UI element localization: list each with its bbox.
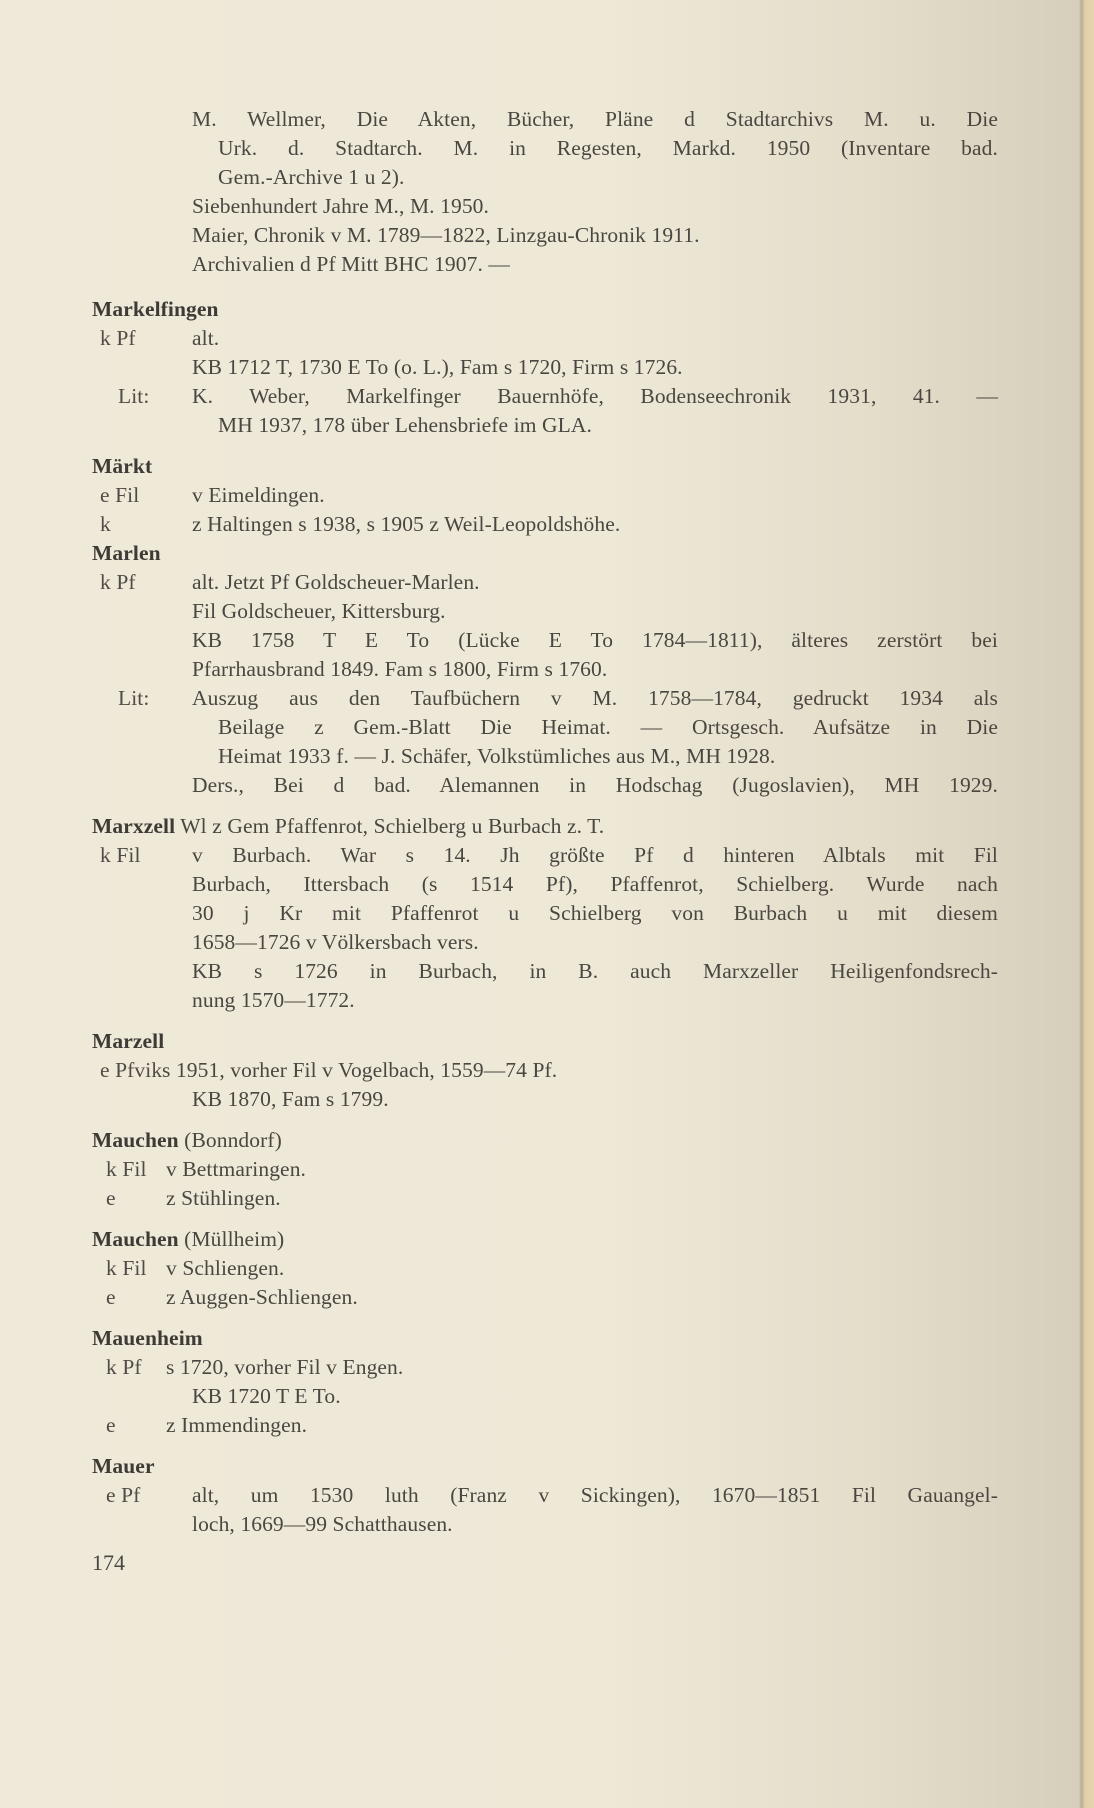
entry-heading [92, 812, 604, 840]
entry-text: Pfarrhausbrand 1849. Fam s 1800, Firm s 1760. [192, 657, 608, 681]
page-number: 174 [92, 1550, 125, 1575]
reference-line: Siebenhundert Jahre M., M. 1950. [192, 194, 489, 218]
place-qualifier: (Müllheim) [178, 1227, 285, 1251]
entry-label: e [106, 1413, 116, 1437]
place-qualifier: Wl z Gem Pfaffenrot, Schielberg u Burbach z. T. [175, 814, 605, 838]
entry-heading [92, 452, 152, 480]
entry-text: 1658—1726 v Völkersbach vers. [192, 930, 479, 954]
entry-label: e Fil [100, 483, 140, 507]
entry-text: KB 1720 T E To. [192, 1384, 341, 1408]
place-name: Marxzell [92, 814, 176, 838]
entry-heading [92, 1126, 282, 1154]
place-name: Mauenheim [92, 1326, 203, 1350]
reference-line: Gem.-Archive 1 u 2). [218, 165, 405, 189]
place-qualifier: (Bonndorf) [178, 1128, 282, 1152]
entry-label: e Pfvik [100, 1058, 163, 1082]
reference-line: Archivalien d Pf Mitt BHC 1907. — [192, 252, 511, 276]
reference-line: M. Wellmer, Die Akten, Bücher, Pläne d Stadtarchivs M. u. Die [192, 107, 998, 131]
entry-text: Fil Goldscheuer, Kittersburg. [192, 599, 446, 623]
entry-heading [92, 1452, 155, 1480]
place-name: Markelfingen [92, 297, 219, 321]
entry-text: v Schliengen. [166, 1256, 285, 1280]
entry-label: Lit: [118, 686, 150, 710]
entry-text: 30 j Kr mit Pfaffenrot u Schielberg von Burbach u mit diesem [192, 901, 998, 925]
entry-text: alt, um 1530 luth (Franz v Sickingen), 1670—1851 Fil Gauangel- [192, 1483, 998, 1507]
entry-label: k [100, 512, 111, 536]
entry-text: MH 1937, 178 über Lehensbriefe im GLA. [218, 413, 592, 437]
place-name: Marzell [92, 1029, 165, 1053]
entry-text: v Eimeldingen. [192, 483, 325, 507]
entry-text: Burbach, Ittersbach (s 1514 Pf), Pfaffenrot, Schielberg. Wurde nach [192, 872, 998, 896]
entry-heading [92, 1225, 284, 1253]
entry-text: KB 1712 T, 1730 E To (o. L.), Fam s 1720, Firm s 1726. [192, 355, 683, 379]
entry-text: s 1951, vorher Fil v Vogelbach, 1559—74 Pf. [162, 1058, 558, 1082]
place-name: Märkt [92, 454, 153, 478]
entry-text: nung 1570—1772. [192, 988, 355, 1012]
entry-text: KB 1758 T E To (Lücke E To 1784—1811), älteres zerstört bei [192, 628, 998, 652]
entry-heading [92, 539, 161, 567]
reference-line: Urk. d. Stadtarch. M. in Regesten, Markd. 1950 (Inventare bad. [218, 136, 998, 160]
entry-label: k Pf [106, 1355, 142, 1379]
entry-heading [92, 1324, 203, 1352]
entry-text: loch, 1669—99 Schatthausen. [192, 1512, 453, 1536]
entry-text: z Haltingen s 1938, s 1905 z Weil-Leopoldshöhe. [192, 512, 621, 536]
entry-text: z Stühlingen. [166, 1186, 281, 1210]
entry-text: alt. Jetzt Pf Goldscheuer-Marlen. [192, 570, 480, 594]
entry-text: v Burbach. War s 14. Jh größte Pf d hinteren Albtals mit Fil [192, 843, 998, 867]
entry-label: k Fil [106, 1157, 147, 1181]
entry-label: e Pf [106, 1483, 141, 1507]
entry-heading [92, 1027, 164, 1055]
entry-text: alt. [192, 326, 220, 350]
entry-label: k Pf [100, 570, 136, 594]
entry-text: KB s 1726 in Burbach, in B. auch Marxzeller Heiligenfondsrech- [192, 959, 998, 983]
entry-text: Heimat 1933 f. — J. Schäfer, Volkstümliches aus M., MH 1928. [218, 744, 776, 768]
place-name: Mauchen [92, 1227, 179, 1251]
page-binding-edge [1080, 0, 1083, 1808]
reference-line: Maier, Chronik v M. 1789—1822, Linzgau-Chronik 1911. [192, 223, 700, 247]
entry-label: e [106, 1186, 116, 1210]
entry-label: Lit: [118, 384, 150, 408]
entry-text: Ders., Bei d bad. Alemannen in Hodschag (Jugoslavien), MH 1929. [192, 773, 998, 797]
place-name: Mauer [92, 1454, 155, 1478]
entry-label: k Fil [106, 1256, 147, 1280]
entry-text: Beilage z Gem.-Blatt Die Heimat. — Ortsgesch. Aufsätze in Die [218, 715, 998, 739]
entry-label: k Pf [100, 326, 136, 350]
entry-text: Auszug aus den Taufbüchern v M. 1758—1784, gedruckt 1934 als [192, 686, 998, 710]
entry-text: z Auggen-Schliengen. [166, 1285, 358, 1309]
entry-label: e [106, 1285, 116, 1309]
place-name: Marlen [92, 541, 161, 565]
entry-text: KB 1870, Fam s 1799. [192, 1087, 389, 1111]
entry-text: K. Weber, Markelfinger Bauernhöfe, Bodenseechronik 1931, 41. — [192, 384, 998, 408]
entry-text: v Bettmaringen. [166, 1157, 307, 1181]
place-name: Mauchen [92, 1128, 179, 1152]
entry-text: s 1720, vorher Fil v Engen. [166, 1355, 404, 1379]
entry-text: z Immendingen. [166, 1413, 308, 1437]
entry-heading [92, 295, 219, 323]
entry-label: k Fil [100, 843, 141, 867]
